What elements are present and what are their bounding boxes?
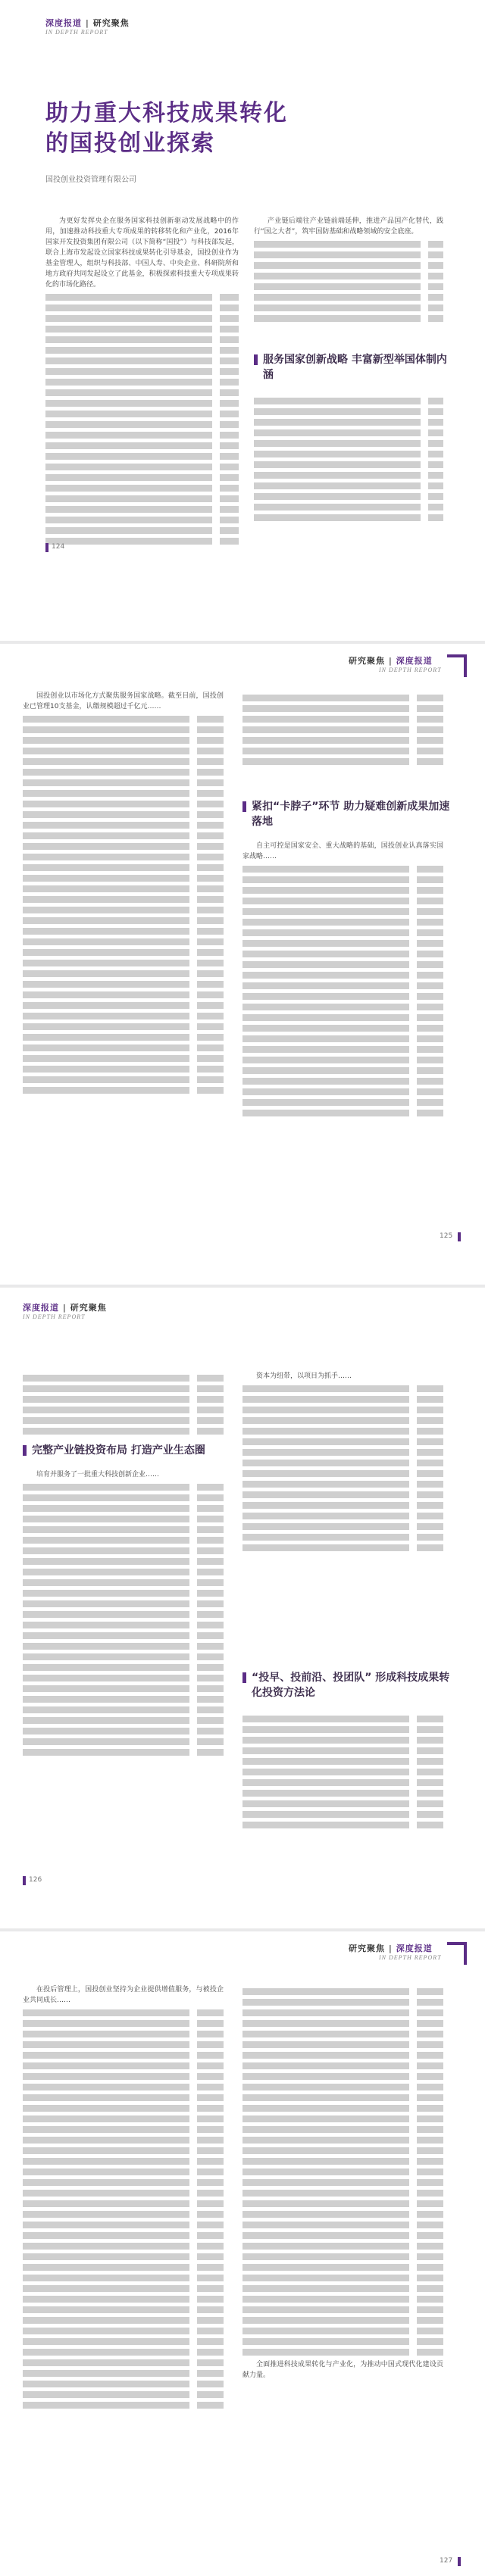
body-paragraph: 在投后管理上，国投创业坚持为企业提供增值服务，与被投企业共同成长…… xyxy=(23,1986,224,2004)
body-paragraph: 资本为纽带，以项目为抓手…… xyxy=(256,1372,352,1380)
header-column: 研究聚焦 xyxy=(349,1944,385,1953)
header-section: 深度报道 xyxy=(45,18,82,28)
body-paragraph: 为更好发挥央企在服务国家科技创新驱动发展战略中的作用，加速推动科技重大专项成果的转移转化和产业化，2016年国家开发投资集团有限公司（以下简称“国投”）与科技部发起，联合上海市发起设立国家科技成果转化引导基金，国投创业作为基金管理人，组织与科技部、中国人寿、中央企业、科研院所和地方政府共同发起设立了此基金，积极探索科技重大专项成果转化的市场化路径。 xyxy=(45,217,239,289)
body-column-left xyxy=(23,1371,224,1438)
header-column: 研究聚焦 xyxy=(70,1303,107,1313)
header-subtitle: IN DEPTH REPORT xyxy=(379,667,442,673)
running-header: 深度报道 | 研究聚焦 xyxy=(45,18,130,28)
body-column-right xyxy=(242,1984,443,2384)
page-number-bar xyxy=(458,1232,461,1241)
page-number-bar xyxy=(23,1876,26,1885)
corner-mark-icon xyxy=(447,1942,467,1965)
page-number-bar xyxy=(45,543,48,552)
title-line-2: 的国投创业探索 xyxy=(45,130,215,157)
body-column-right xyxy=(242,1371,443,1555)
header-subtitle: IN DEPTH REPORT xyxy=(45,29,108,36)
body-column-right-lower xyxy=(242,1712,443,1832)
body-column-right-lower xyxy=(254,394,443,525)
body-column-left xyxy=(23,691,224,1098)
body-paragraph: 自主可控是国家安全、重大战略的基础，国投创业认真落实国家战略…… xyxy=(242,842,443,860)
header-subtitle: IN DEPTH REPORT xyxy=(379,1954,442,1961)
body-paragraph: 产业链后端往产业链前端延伸，推进产品国产化替代，践行“国之大者”，筑牢国防基础和战略领域的安全底座。 xyxy=(254,217,443,236)
page-number: 127 xyxy=(440,2557,453,2565)
running-header: 深度报道 | 研究聚焦 xyxy=(23,1303,107,1313)
header-column: 研究聚焦 xyxy=(92,18,130,28)
page-number-bar xyxy=(458,2557,461,2566)
title-line-1: 助力重大科技成果转化 xyxy=(45,100,288,126)
body-column-left-lower xyxy=(23,1469,224,1759)
running-header: 研究聚焦 | 深度报道 xyxy=(349,1944,433,1953)
page-127 xyxy=(0,1931,485,2575)
page-124 xyxy=(0,0,485,644)
body-column-right xyxy=(254,216,443,326)
page-number: 124 xyxy=(52,543,65,551)
header-section: 深度报道 xyxy=(23,1303,59,1313)
article-author: 国投创业投资管理有限公司 xyxy=(45,176,136,184)
body-column-left xyxy=(23,1984,224,2412)
page-126 xyxy=(0,1288,485,1931)
running-header: 研究聚焦 | 深度报道 xyxy=(349,656,433,666)
body-column-right xyxy=(242,691,443,769)
body-column-right-lower xyxy=(242,841,443,1120)
section-heading: “投早、投前沿、投团队” 形成科技成果转化投资方法论 xyxy=(242,1670,452,1700)
header-subtitle: IN DEPTH REPORT xyxy=(23,1313,86,1320)
section-heading: 紧扣“卡脖子”环节 助力疑难创新成果加速落地 xyxy=(242,799,452,829)
page-number: 125 xyxy=(440,1232,453,1240)
body-column-left xyxy=(45,216,239,548)
header-column: 研究聚焦 xyxy=(349,656,385,666)
header-section: 深度报道 xyxy=(396,1944,433,1953)
section-heading: 服务国家创新战略 丰富新型举国体制内涵 xyxy=(254,352,452,382)
page-125 xyxy=(0,644,485,1288)
page-number: 126 xyxy=(29,1876,42,1884)
body-paragraph: 全面推进科技成果转化与产业化，为推动中国式现代化建设贡献力量。 xyxy=(242,2361,443,2379)
corner-mark-icon xyxy=(447,654,467,677)
body-paragraph: 国投创业以市场化方式聚焦服务国家战略。截至目前，国投创业已管理10支基金，认缴规模超过千亿元…… xyxy=(23,692,224,710)
header-section: 深度报道 xyxy=(396,656,433,666)
body-paragraph: 培育并服务了一批重大科技创新企业…… xyxy=(36,1471,160,1478)
section-heading: 完整产业链投资布局 打造产业生态圈 xyxy=(23,1443,233,1458)
article-title xyxy=(45,98,288,159)
